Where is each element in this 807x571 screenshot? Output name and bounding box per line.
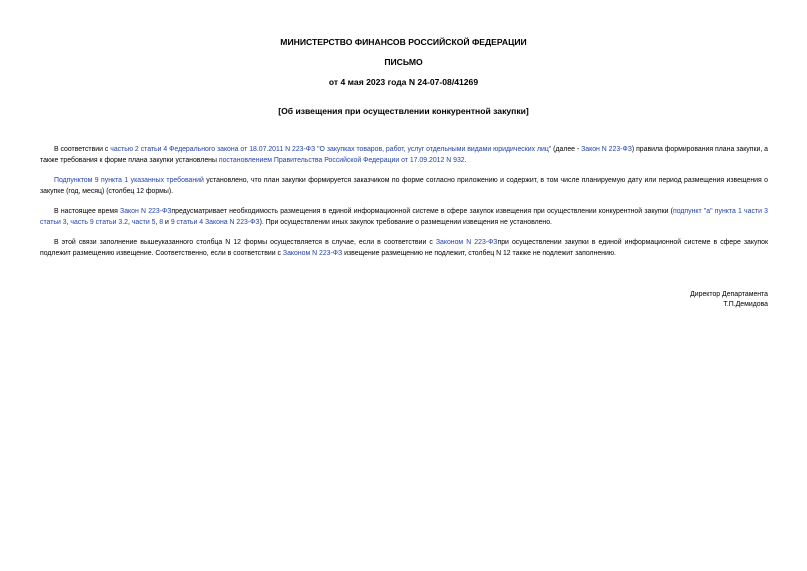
- document-date-number: от 4 мая 2023 года N 24-07-08/41269: [328, 77, 479, 87]
- paragraph-3-text-6: и: [163, 218, 171, 226]
- law-223-link[interactable]: Законом N 223-ФЗ: [282, 249, 343, 257]
- paragraph-3-text-5: ,: [155, 218, 160, 226]
- paragraph-3: [40, 207, 768, 228]
- paragraph-1: [40, 145, 768, 166]
- paragraph-4-text-1: В этой связи заполнение вышеуказанного столбца N 12 формы осуществляется в случае, если в соответствии с: [54, 239, 436, 246]
- paragraph-1-text-3: ) правила формирования плана закупки, а также требования к форме плана закупки установлены: [40, 146, 768, 164]
- ministry-title: МИНИСТЕРСТВО ФИНАНСОВ РОССИЙСКОЙ ФЕДЕРАЦИИ: [280, 37, 527, 47]
- paragraph-3-text-3: ,: [66, 218, 71, 226]
- paragraph-1-text-1: В соответствии с: [54, 146, 111, 153]
- paragraph-4: [40, 238, 768, 259]
- paragraph-4-text-2: при осуществлении закупки в единой информационной системе в сфере закупок подлежит размещению извещение. Соответственно, если в соответствии с: [40, 239, 768, 257]
- document-type: ПИСЬМО: [384, 57, 423, 67]
- law-223-link[interactable]: Законом N 223-ФЗ: [435, 239, 498, 246]
- article-4-part-9-link[interactable]: 9 статьи 4 Закона N 223-ФЗ: [170, 218, 260, 226]
- paragraph-2: [40, 176, 768, 197]
- article-3-2-part-9-link[interactable]: часть 9 статьи 3.2: [70, 218, 128, 226]
- paragraph-4-text-3: извещение размещению не подлежит, столбец N 12 также не подлежит заполнению.: [342, 249, 616, 257]
- signature-position: Директор Департамента: [690, 291, 768, 298]
- article-4-part-8-link[interactable]: 8: [159, 218, 164, 226]
- article-3-subparagraph-a-link[interactable]: подпункт "а" пункта 1 части 3 статьи 3: [40, 208, 768, 226]
- paragraph-2-text-1: установлено, что план закупки формируется заказчиком по форме согласно приложению и содержит, в том числе планируемую дату или период размещения извещения о закупке (год, месяц) (столбец 12 формы).: [40, 177, 768, 195]
- law-223-link[interactable]: Закон N 223-ФЗ: [120, 208, 172, 215]
- paragraph-1-text-4: .: [464, 156, 467, 164]
- paragraph-3-text-7: ). При осуществлении иных закупок требование о размещении извещения не установлено.: [259, 218, 552, 226]
- document-subject: [Об извещения при осуществлении конкурентной закупки]: [278, 106, 529, 116]
- paragraph-3-text-4: ,: [127, 218, 132, 226]
- subparagraph-9-link[interactable]: Подпунктом 9 пункта 1 указанных требований: [54, 177, 204, 184]
- paragraph-3-text-2: предусматривает необходимость размещения в единой информационной системе в сфере закупок извещения при осуществлении конкурентной закупки (: [171, 208, 673, 215]
- article-4-part-5-link[interactable]: части 5: [131, 218, 156, 226]
- law-223-link[interactable]: Закон N 223-ФЗ: [581, 146, 632, 153]
- government-resolution-932-link[interactable]: постановлением Правительства Российской Федерации от 17.09.2012 N 932: [218, 156, 465, 164]
- signature-name: Т.П.Демидова: [723, 301, 768, 308]
- paragraph-3-text-1: В настоящее время: [54, 208, 121, 215]
- law-223-article-4-link[interactable]: частью 2 статьи 4 Федерального закона от 18.07.2011 N 223-ФЗ "О закупках товаров, работ, услуг отдельными видами юридических лиц": [110, 146, 552, 153]
- paragraph-1-text-2: (далее -: [551, 146, 582, 153]
